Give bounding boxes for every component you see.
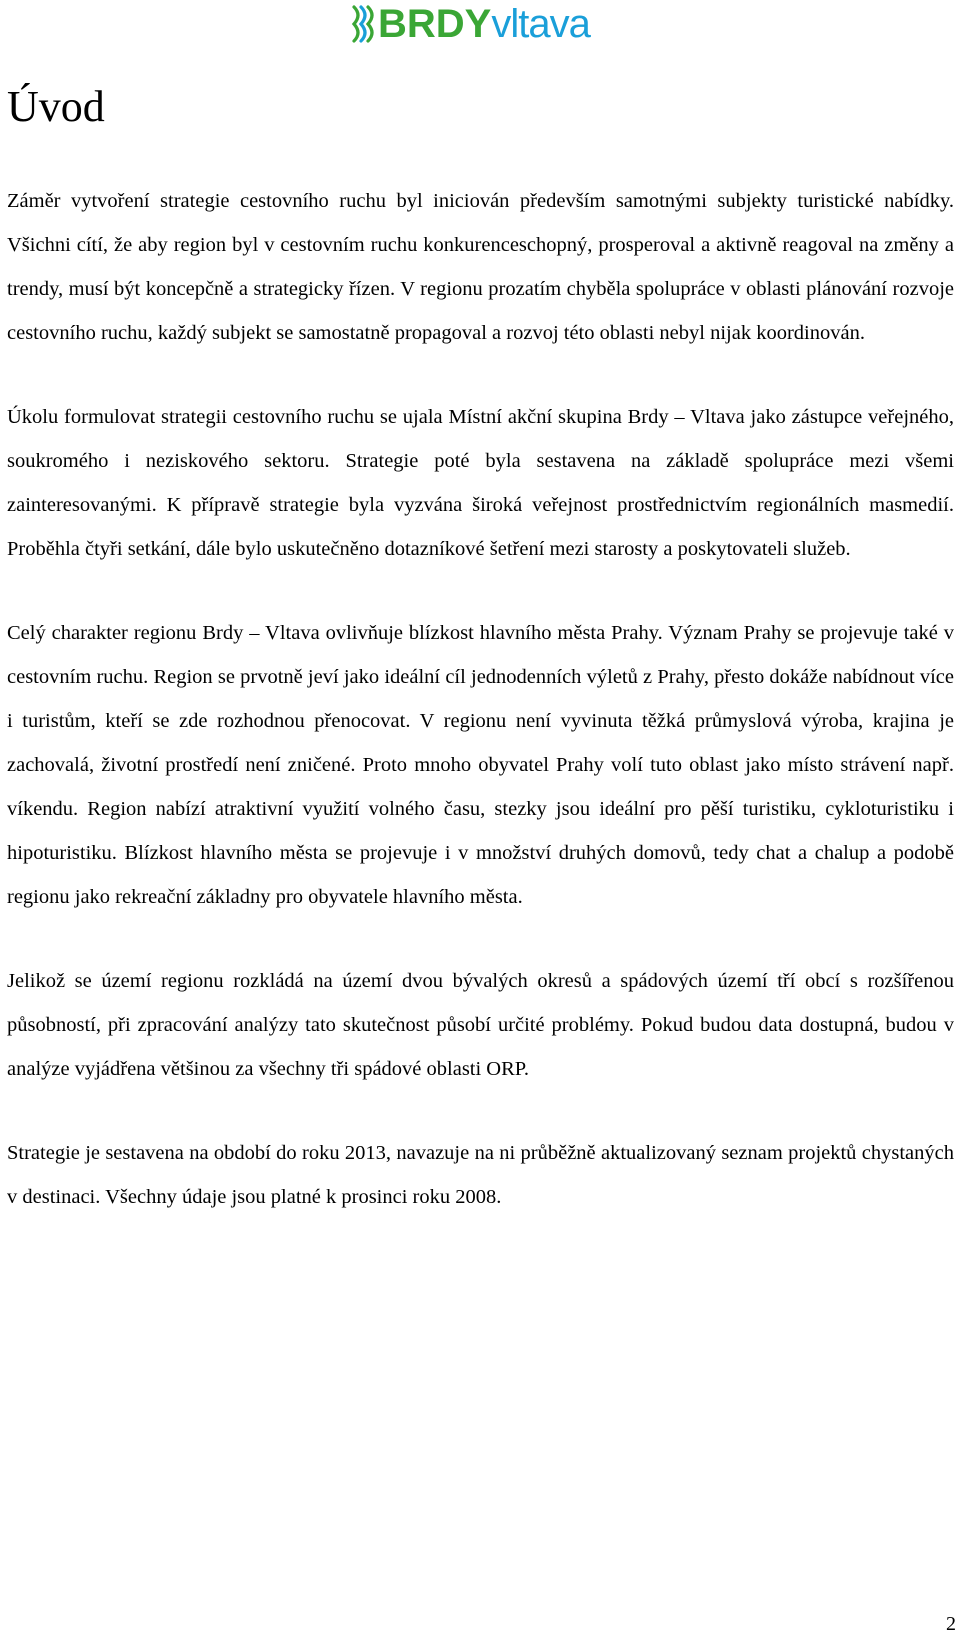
paragraph-territory: Jelikož se území regionu rozkládá na území dvou bývalých okresů a spádových území tří obcí s rozšířenou působností, při zpracování analýzy tato skutečnost působí určité problémy. Pokud budou data dostupná, budou v analýze vyjádřena většinou za všechny tři spádové oblasti ORP. bbox=[7, 970, 954, 1080]
paragraph-period: Strategie je sestavena na období do roku 2013, navazuje na ni průběžně aktualizovaný seznam projektů chystaných v destinaci. Všechny údaje jsou platné k prosinci roku 2008. bbox=[7, 1142, 954, 1208]
logo-stripes-icon bbox=[350, 5, 376, 43]
document-body bbox=[7, 179, 954, 1219]
paragraph-intro: Záměr vytvoření strategie cestovního ruchu byl iniciován především samotnými subjekty turistické nabídky. Všichni cítí, že aby region byl v cestovním ruchu konkurenceschopný, prosperoval a aktivně reagoval na změny a trendy, musí být koncepčně a strategicky řízen. V regionu prozatím chyběla spolupráce v oblasti plánování rozvoje cestovního ruchu, každý subjekt se samostatně propagoval a rozvoj této oblasti nebyl nijak koordinován. bbox=[7, 190, 954, 344]
logo-vltava-text: vltava bbox=[491, 2, 590, 46]
paragraph-formulation: Úkolu formulovat strategii cestovního ruchu se ujala Místní akční skupina Brdy – Vltava jako zástupce veřejného, soukromého i neziskového sektoru. Strategie poté byla sestavena na základě spolupráce mezi všemi zainteresovanými. K přípravě strategie byla vyzvána široká veřejnost prostřednictvím regionálních masmedií. Proběhla čtyři setkání, dále bylo uskutečněno dotazníkové šetření mezi starosty a poskytovateli služeb. bbox=[7, 406, 954, 560]
brdy-vltava-logo bbox=[350, 4, 590, 44]
paragraph-region-character: Celý charakter regionu Brdy – Vltava ovlivňuje blízkost hlavního města Prahy. Význam Prahy se projevuje také v cestovním ruchu. Region se prvotně jeví jako ideální cíl jednodenních výletů z Prahy, přesto dokáže nabídnout více i turistům, kteří se zde rozhodnou přenocovat. V regionu není vyvinuta těžká průmyslová výroba, krajina je zachovalá, životní prostředí není zničené. Proto mnoho obyvatel Prahy volí tuto oblast jako místo strávení např. víkendu. Region nabízí atraktivní využití volného času, stezky jsou ideální pro pěší turistiku, cykloturistiku i hipoturistiku. Blízkost hlavního města se projevuje i v množství druhých domovů, tedy chat a chalup a podobě regionu jako rekreační základny pro obyvatele hlavního města. bbox=[7, 622, 954, 908]
page-number: 2 bbox=[946, 1613, 956, 1635]
logo-brdy-text: BRDY bbox=[378, 2, 492, 46]
page-title: Úvod bbox=[7, 82, 105, 131]
